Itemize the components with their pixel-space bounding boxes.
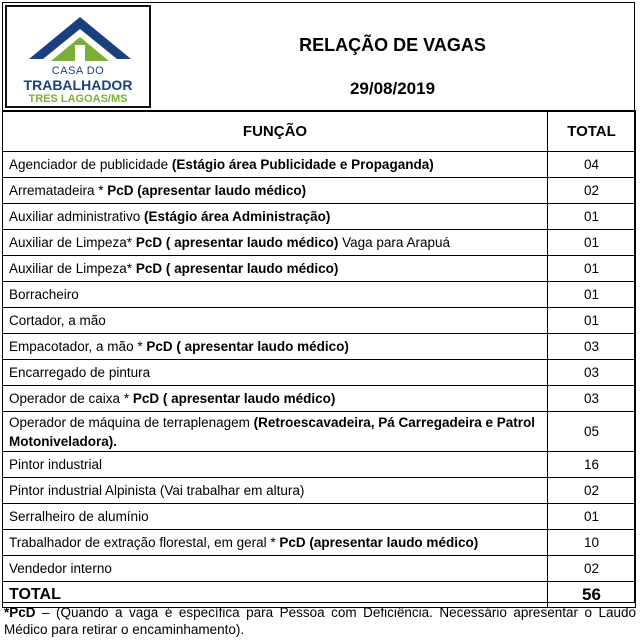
- table-row: [3, 556, 636, 582]
- logo-text-city: TRES LAGOAS/MS: [28, 93, 128, 105]
- job-function-text: Auxiliar administrativo: [9, 209, 145, 224]
- date-label: 29/08/2019: [349, 79, 436, 98]
- job-function-cell: [3, 204, 548, 230]
- table-row: [3, 256, 636, 282]
- vacancy-count-cell: 01: [548, 282, 636, 308]
- job-function-text: Pintor industrial Alpinista (Vai trabalhar em altura): [9, 483, 305, 498]
- vacancy-count-cell: 01: [548, 204, 636, 230]
- job-function-cell: [3, 282, 548, 308]
- job-function-text: Pintor industrial: [9, 457, 103, 472]
- job-function-text: Borracheiro: [9, 287, 79, 302]
- table-row: [3, 308, 636, 334]
- job-function-cell: [3, 386, 548, 412]
- footnote-bold: *PcD: [4, 605, 36, 620]
- vacancy-count-cell: 10: [548, 530, 636, 556]
- job-function-note: (Retroescavadeira, Pá Carregadeira e Patrol Motoniveladora).: [9, 414, 536, 449]
- job-function-text: Vendedor interno: [9, 561, 112, 576]
- job-function-cell: [3, 412, 548, 452]
- job-function-note: PcD ( apresentar laudo médico): [135, 261, 339, 276]
- job-function-note: PcD (apresentar laudo médico): [279, 535, 479, 550]
- vacancy-count-cell: 01: [548, 256, 636, 282]
- job-function-text: Operador de caixa *: [9, 391, 133, 406]
- vacancy-count-cell: 02: [548, 556, 636, 582]
- job-function-cell: [3, 230, 548, 256]
- table-row: [3, 204, 636, 230]
- table-row: [3, 478, 636, 504]
- job-function-text: Trabalhador de extração florestal, em geral *: [9, 535, 280, 550]
- job-function-cell: [3, 360, 548, 386]
- vacancy-count-cell: 01: [548, 308, 636, 334]
- vacancy-count-cell: 04: [548, 152, 636, 178]
- job-function-cell: [3, 178, 548, 204]
- job-function-cell: [3, 478, 548, 504]
- job-function-text: Encarregado de pintura: [9, 365, 151, 380]
- logo-text-trabalhador: TRABALHADOR: [23, 77, 133, 93]
- table-row: [3, 334, 636, 360]
- job-function-text: Cortador, a mão: [9, 313, 106, 328]
- logo-text-casa-do: CASA DO: [51, 65, 105, 77]
- table-row: [3, 230, 636, 256]
- job-function-text: Auxiliar de Limpeza*: [9, 261, 136, 276]
- job-function-note: PcD ( apresentar laudo médico): [135, 235, 339, 250]
- header: [3, 3, 634, 112]
- table-row: [3, 152, 636, 178]
- job-function-text: Operador de máquina de terraplenagem: [9, 414, 254, 430]
- job-function-extra: Vaga para Arapuá: [338, 235, 450, 250]
- table-header-row: [3, 111, 636, 152]
- vacancy-count-cell: 01: [548, 504, 636, 530]
- job-function-note: (Estágio área Administração): [144, 209, 331, 224]
- table-row: [3, 412, 636, 452]
- table-row: [3, 282, 636, 308]
- table-row: [3, 504, 636, 530]
- table-row: [3, 452, 636, 478]
- footer-total-value: 56: [548, 582, 636, 608]
- footnote: [4, 604, 636, 638]
- vacancy-count-cell: 03: [548, 360, 636, 386]
- vacancy-count-cell: 05: [548, 412, 636, 452]
- column-header-total: TOTAL: [548, 111, 636, 152]
- table-row: [3, 530, 636, 556]
- job-function-text: Arrematadeira *: [9, 183, 108, 198]
- job-function-note: PcD (apresentar laudo médico): [107, 183, 307, 198]
- job-function-cell: [3, 334, 548, 360]
- job-function-cell: [3, 530, 548, 556]
- house-roof-logo-icon: [21, 15, 139, 67]
- vacancy-count-cell: 16: [548, 452, 636, 478]
- vacancy-count-cell: 01: [548, 230, 636, 256]
- job-function-text: Agenciador de publicidade: [9, 157, 172, 172]
- job-function-note: (Estágio área Publicidade e Propaganda): [171, 157, 434, 172]
- job-function-cell: [3, 452, 548, 478]
- footnote-text: – (Quando a vaga é específica para Pessoa com Deficiência. Necessário apresentar o Laudo Médico para retirar o encaminhamento).: [4, 605, 636, 637]
- job-function-text: Auxiliar de Limpeza*: [9, 235, 136, 250]
- table-row: [3, 178, 636, 204]
- job-function-cell: [3, 256, 548, 282]
- page-title: RELAÇÃO DE VAGAS: [299, 35, 486, 55]
- job-function-text: Empacotador, a mão *: [9, 339, 147, 354]
- vacancy-count-cell: 03: [548, 334, 636, 360]
- footer-total-label: TOTAL: [3, 582, 548, 608]
- job-listing-sheet: [2, 2, 635, 603]
- job-function-cell: [3, 504, 548, 530]
- job-function-text: Serralheiro de alumínio: [9, 509, 149, 524]
- casa-do-trabalhador-logo: [5, 5, 151, 108]
- vacancy-count-cell: 02: [548, 178, 636, 204]
- job-function-cell: [3, 152, 548, 178]
- vacancies-table: [2, 110, 636, 608]
- job-function-note: PcD ( apresentar laudo médico): [146, 339, 349, 354]
- job-function-cell: [3, 556, 548, 582]
- job-function-cell: [3, 308, 548, 334]
- column-header-function: FUNÇÃO: [3, 111, 548, 152]
- vacancy-count-cell: 03: [548, 386, 636, 412]
- vacancy-count-cell: 02: [548, 478, 636, 504]
- table-row: [3, 386, 636, 412]
- table-row: [3, 360, 636, 386]
- job-function-note: PcD ( apresentar laudo médico): [132, 391, 336, 406]
